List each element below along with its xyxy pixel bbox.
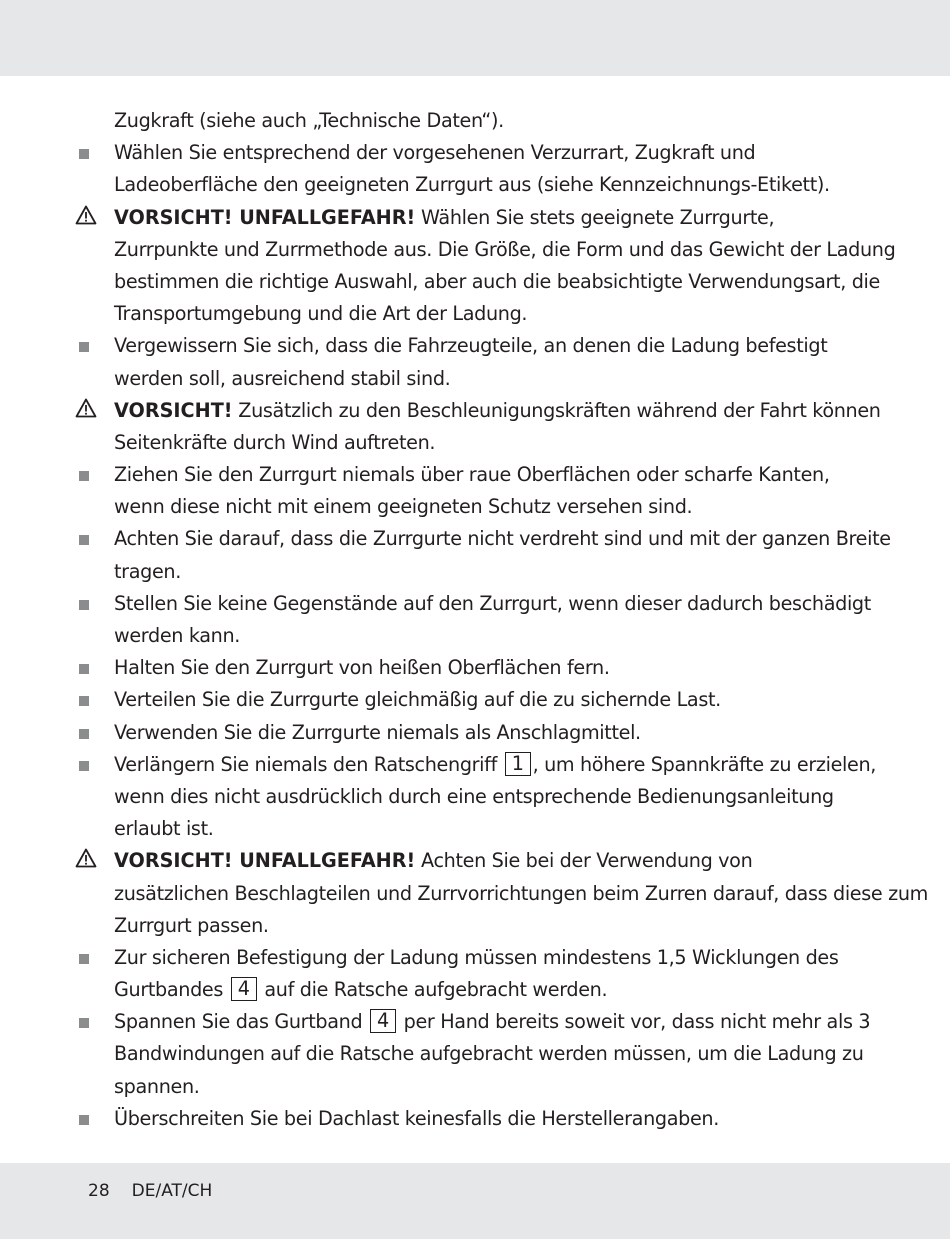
text: Überschreiten Sie bei Dachlast keinesfalls die Herstellerangaben.	[114, 1106, 719, 1130]
square-bullet-icon	[75, 717, 99, 749]
page-number: 28	[88, 1181, 110, 1201]
list-item	[75, 588, 885, 620]
square-bullet-icon	[75, 523, 99, 555]
text-line	[75, 169, 885, 201]
text-line	[75, 556, 885, 588]
text: Stellen Sie keine Gegenstände auf den Zurrgurt, wenn dieser dadurch beschädigt	[114, 591, 871, 615]
text: , um höhere Spannkräfte zu erzielen,	[532, 752, 877, 776]
text: Achten Sie bei der Verwendung von	[415, 849, 753, 873]
page-content	[75, 105, 928, 1135]
text: werden kann.	[114, 624, 241, 647]
text-line	[75, 910, 885, 942]
text: Bandwindungen auf die Ratsche aufgebracht werden müssen, um die Ladung zu	[114, 1042, 864, 1066]
list-item	[75, 684, 885, 716]
text: Seitenkräfte durch Wind auftreten.	[114, 430, 436, 454]
square-bullet-icon	[75, 1103, 99, 1135]
text: Zurrpunkte und Zurrmethode aus. Die Größe, die Form und das Gewicht der Ladung	[114, 237, 896, 261]
text: wenn diese nicht mit einem geeigneten Schutz versehen sind.	[114, 495, 693, 519]
warning-item	[75, 395, 885, 427]
text: Transportumgebung und die Art der Ladung.	[114, 302, 528, 326]
text: Vergewissern Sie sich, dass die Fahrzeugteile, an denen die Ladung befestigt	[114, 334, 828, 358]
text: erlaubt ist.	[114, 817, 214, 841]
text: zusätzlichen Beschlagteilen und Zurrvorrichtungen beim Zurren darauf, dass diese zum	[114, 881, 928, 905]
square-bullet-icon	[75, 588, 99, 620]
text-line	[75, 105, 885, 137]
text: Verwenden Sie die Zurrgurte niemals als Anschlagmittel.	[114, 720, 641, 744]
text-line	[75, 427, 885, 459]
warning-item	[75, 202, 885, 234]
list-item	[75, 459, 885, 491]
bottom-band	[0, 1163, 950, 1239]
list-item	[75, 1103, 885, 1135]
top-band	[0, 0, 950, 76]
text-line	[75, 266, 885, 298]
list-item	[75, 330, 885, 362]
text: Verlängern Sie niemals den Ratschengriff	[114, 752, 497, 776]
list-item	[75, 1006, 885, 1038]
text: Zugkraft (siehe auch „Technische Daten“).	[114, 109, 504, 132]
text-line	[75, 1071, 885, 1103]
text-line	[75, 491, 885, 523]
warning-label: VORSICHT! UNFALLGEFAHR!	[114, 205, 416, 229]
text-line	[75, 781, 885, 813]
square-bullet-icon	[75, 652, 99, 684]
text: bestimmen die richtige Auswahl, aber auch die beabsichtigte Verwendungsart, die	[114, 269, 880, 293]
square-bullet-icon	[75, 330, 99, 362]
square-bullet-icon	[75, 137, 99, 169]
square-bullet-icon	[75, 684, 99, 716]
warning-item	[75, 845, 885, 877]
text: Gurtbandes	[114, 978, 224, 1002]
text-line	[75, 1038, 885, 1070]
text: Zusätzlich zu den Beschleunigungskräften während der Fahrt können	[232, 398, 881, 422]
text: tragen.	[114, 559, 181, 583]
text: werden soll, ausreichend stabil sind.	[114, 366, 451, 390]
text-line	[75, 974, 885, 1006]
text: per Hand bereits soweit vor, dass nicht mehr als 3	[403, 1010, 871, 1034]
list-item	[75, 523, 891, 555]
text: auf die Ratsche aufgebracht werden.	[264, 978, 608, 1002]
text: Wählen Sie entsprechend der vorgesehenen Verzurrart, Zugkraft und	[114, 141, 756, 165]
warning-triangle-icon	[75, 845, 99, 877]
text: Ladeoberfläche den geeigneten Zurrgurt aus (siehe Kennzeichnungs-Etikett).	[114, 173, 830, 197]
square-bullet-icon	[75, 459, 99, 491]
warning-label: VORSICHT!	[114, 398, 233, 422]
list-item	[75, 652, 885, 684]
text: Achten Sie darauf, dass die Zurrgurte nicht verdreht sind und mit der ganzen Breite	[114, 527, 891, 551]
warning-triangle-icon	[75, 202, 99, 234]
text-line	[75, 363, 885, 395]
text-line	[75, 298, 885, 330]
country-codes: DE/AT/CH	[131, 1181, 213, 1201]
list-item	[75, 137, 885, 169]
square-bullet-icon	[75, 749, 99, 781]
text: spannen.	[114, 1074, 200, 1098]
text: Wählen Sie stets geeignete Zurrgurte,	[415, 205, 775, 229]
text: Halten Sie den Zurrgurt von heißen Oberflächen fern.	[114, 656, 610, 680]
list-item	[75, 717, 885, 749]
text-line	[75, 813, 885, 845]
part-reference: 4	[231, 977, 257, 1001]
text: Zurrgurt passen.	[114, 913, 269, 937]
page-footer	[88, 1181, 234, 1201]
text: Ziehen Sie den Zurrgurt niemals über raue Oberflächen oder scharfe Kanten,	[114, 463, 830, 487]
square-bullet-icon	[75, 1006, 99, 1038]
text: Spannen Sie das Gurtband	[114, 1010, 363, 1034]
text: Verteilen Sie die Zurrgurte gleichmäßig auf die zu sichernde Last.	[114, 688, 721, 712]
part-reference: 4	[370, 1009, 396, 1033]
text: wenn dies nicht ausdrücklich durch eine entsprechende Bedienungsanleitung	[114, 784, 834, 808]
text: Zur sicheren Befestigung der Ladung müssen mindestens 1,5 Wicklungen des	[114, 945, 839, 969]
text-line	[75, 878, 928, 910]
text-line	[75, 234, 896, 266]
list-item	[75, 749, 885, 781]
text-line	[75, 620, 885, 652]
square-bullet-icon	[75, 942, 99, 974]
warning-label: VORSICHT! UNFALLGEFAHR!	[114, 849, 416, 873]
warning-triangle-icon	[75, 395, 99, 427]
list-item	[75, 942, 885, 974]
part-reference: 1	[505, 752, 531, 776]
